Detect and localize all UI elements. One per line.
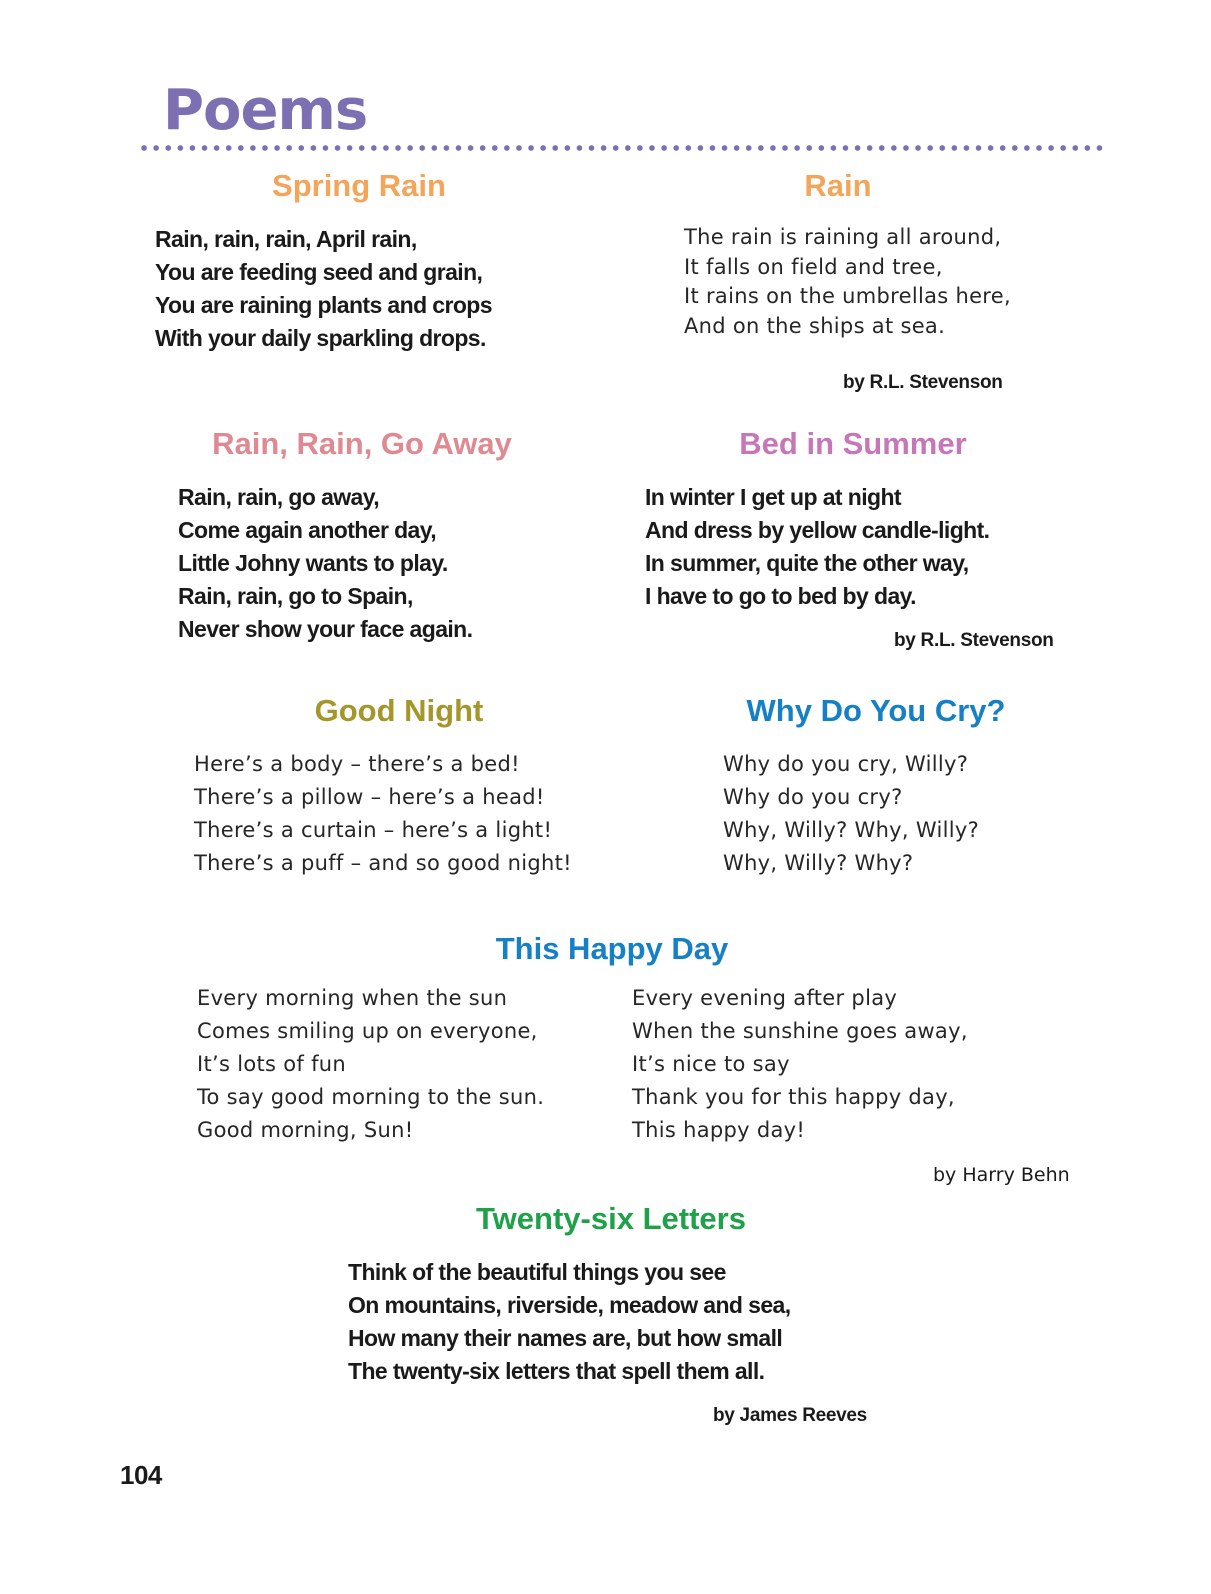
dotted-divider <box>138 143 1106 153</box>
page-title: Poems <box>163 78 368 143</box>
poem-title: Good Night <box>314 693 484 728</box>
poem-line: The twenty-six letters that spell them all. <box>348 1358 765 1384</box>
poem-line: Every morning when the sun <box>197 986 508 1010</box>
poem-line: Never show your face again. <box>178 616 473 642</box>
poem-line: Thank you for this happy day, <box>632 1085 955 1109</box>
poem-line: There’s a curtain – here’s a light! <box>194 818 553 842</box>
poem-line: When the sunshine goes away, <box>632 1019 968 1043</box>
poem-line: Come again another day, <box>178 517 436 543</box>
poem-lines <box>178 481 472 646</box>
poem-line: Every evening after play <box>632 986 898 1010</box>
page-number: 104 <box>120 1460 162 1490</box>
poem-line: Why, Willy? Why, Willy? <box>723 818 980 842</box>
poem-lines-right <box>632 982 968 1147</box>
poem-line: I have to go to bed by day. <box>645 583 916 609</box>
poem-lines-left <box>197 982 544 1147</box>
poem-line: This happy day! <box>632 1118 806 1142</box>
poem-line: The rain is raining all around, <box>684 225 1002 249</box>
poem-title: Bed in Summer <box>739 426 967 461</box>
poem-title: Spring Rain <box>272 168 446 203</box>
poem-line: You are raining plants and crops <box>155 292 492 318</box>
poem-line: Good morning, Sun! <box>197 1118 414 1142</box>
poem-lines <box>684 223 1011 341</box>
poem-line: In summer, quite the other way, <box>645 550 969 576</box>
poem-title: Why Do You Cry? <box>746 693 1006 728</box>
poem-line: It’s nice to say <box>632 1052 790 1076</box>
poem-line: Rain, rain, rain, April rain, <box>155 226 417 252</box>
poem-line: Why do you cry, Willy? <box>723 752 969 776</box>
poem-line: To say good morning to the sun. <box>197 1085 545 1109</box>
poem-line: Why, Willy? Why? <box>723 851 914 875</box>
poem-line: And on the ships at sea. <box>684 313 946 338</box>
poem-lines <box>645 481 989 613</box>
poem-line: Little Johny wants to play. <box>178 550 448 576</box>
poem-line: Think of the beautiful things you see <box>348 1259 726 1285</box>
poem-title: Rain, Rain, Go Away <box>212 426 512 461</box>
poem-line: Rain, rain, go to Spain, <box>178 583 413 609</box>
poem-author: by Harry Behn <box>933 1164 1070 1186</box>
poem-lines <box>155 223 492 355</box>
poem-line: Rain, rain, go away, <box>178 484 380 510</box>
poem-line: It falls on field and tree, <box>684 254 943 279</box>
poem-line: How many their names are, but how small <box>348 1325 783 1351</box>
poem-line: With your daily sparkling drops. <box>155 325 486 351</box>
poem-title: Rain <box>804 168 872 203</box>
poem-lines <box>194 748 572 880</box>
poem-author: by R.L. Stevenson <box>843 372 1003 393</box>
poem-line: It rains on the umbrellas here, <box>684 284 1011 308</box>
poem-lines <box>348 1256 791 1388</box>
poem-line: In winter I get up at night <box>645 484 901 510</box>
poem-line: Comes smiling up on everyone, <box>197 1019 538 1043</box>
poem-author: by James Reeves <box>713 1405 867 1426</box>
poem-author: by R.L. Stevenson <box>894 630 1054 651</box>
poem-line: There’s a pillow – here’s a head! <box>194 785 545 809</box>
poem-line: There’s a puff – and so good night! <box>194 851 572 875</box>
poem-title: Twenty-six Letters <box>476 1201 746 1236</box>
poem-line: Why do you cry? <box>723 785 903 809</box>
poem-line: And dress by yellow candle-light. <box>645 517 990 543</box>
poem-line: It’s lots of fun <box>197 1052 346 1076</box>
poem-lines <box>723 748 979 880</box>
poem-line: You are feeding seed and grain, <box>155 259 483 285</box>
poem-title: This Happy Day <box>495 931 729 966</box>
poem-line: Here’s a body – there’s a bed! <box>194 752 520 776</box>
poem-line: On mountains, riverside, meadow and sea, <box>348 1292 791 1318</box>
